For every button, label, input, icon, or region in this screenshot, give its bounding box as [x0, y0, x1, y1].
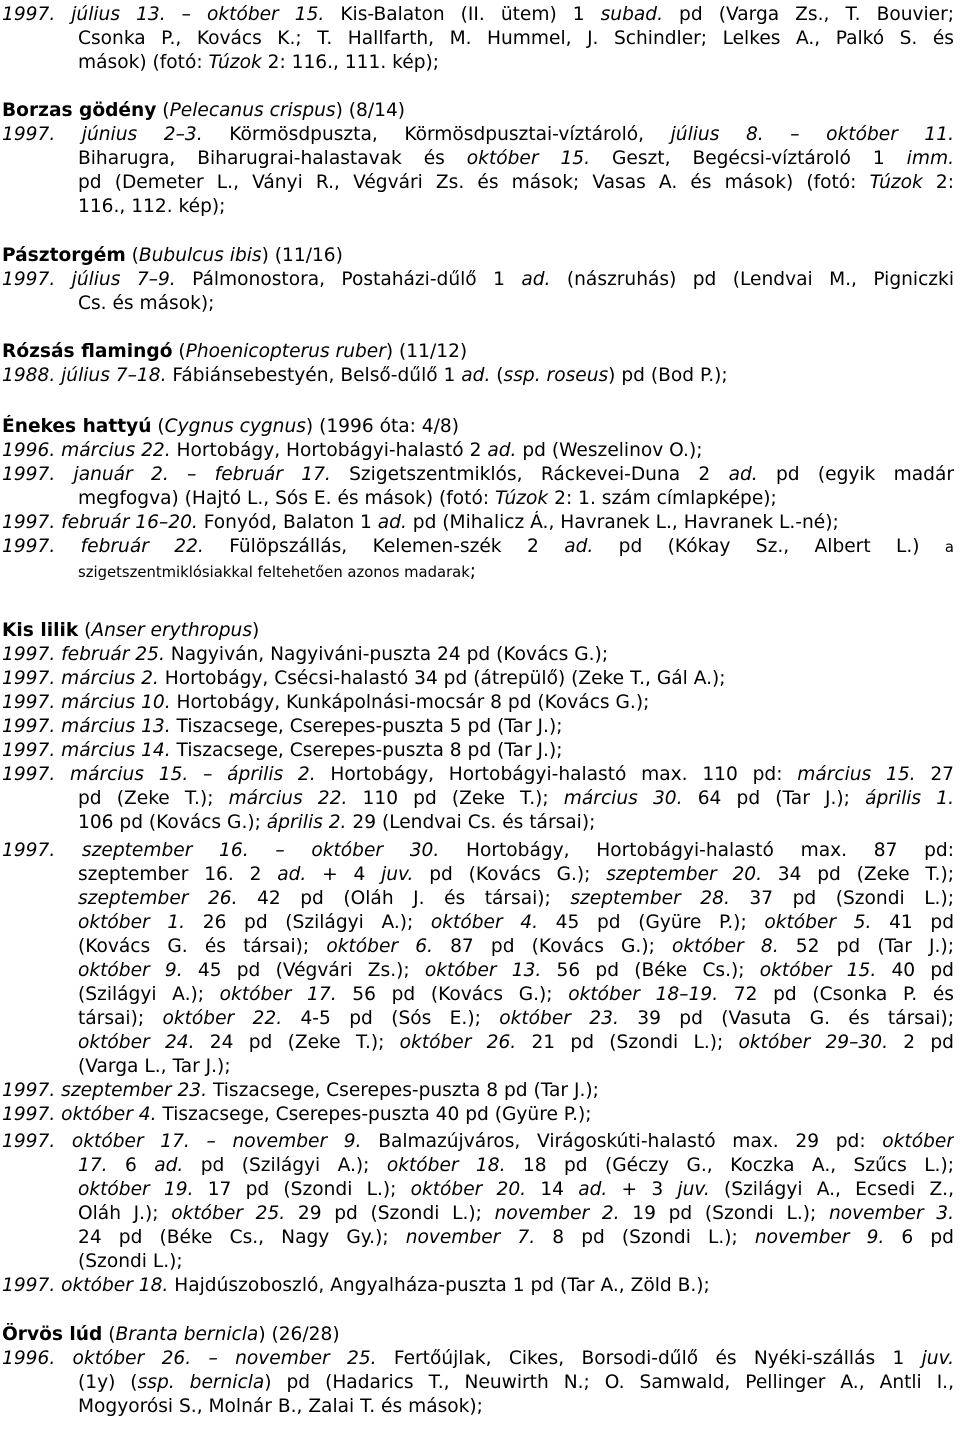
record-line: (Szondi L.);: [78, 1251, 183, 1272]
species-heading: Énekes hattyú (Cygnus cygnus) (1996 óta: 4/8): [2, 416, 459, 437]
record-line: szigetszentmiklósiakkal feltehetően azonos madarak;: [78, 561, 477, 582]
record-line: 1997. március 15. – április 2. Hortobágy, Hortobágyi-halastó max. 110 pd: március 15. 27: [2, 764, 954, 785]
record-line: Csonka P., Kovács K.; T. Hallfarth, M. Hummel, J. Schindler; Lelkes A., Palkó S. és: [78, 28, 954, 49]
record-line: október 9. 45 pd (Végvári Zs.); október 13. 56 pd (Béke Cs.); október 15. 40 pd: [78, 960, 954, 981]
species-heading: Rózsás flamingó (Phoenicopterus ruber) (11/12): [2, 341, 468, 362]
record-line: 1988. július 7–18. Fábiánsebestyén, Belső-dűlő 1 ad. (ssp. roseus) pd (Bod P.);: [2, 365, 728, 386]
record-line: 1996. március 22. Hortobágy, Hortobágyi-halastó 2 ad. pd (Weszelinov O.);: [2, 440, 703, 461]
record-line: Mogyorósi S., Molnár B., Zalai T. és mások);: [78, 1396, 483, 1417]
record-line: (1y) (ssp. bernicla) pd (Hadarics T., Neuwirth N.; O. Samwald, Pellinger A., Antli I.,: [78, 1372, 954, 1393]
record-line: 1997. július 13. – október 15. Kis-Balaton (II. ütem) 1 subad. pd (Varga Zs., T. Bouvier;: [2, 4, 954, 25]
record-line: 1997. július 7–9. Pálmonostora, Postaházi-dűlő 1 ad. (nászruhás) pd (Lendvai M., Pigniczki: [2, 269, 954, 290]
record-line: 1997. március 13. Tiszacsege, Cserepes-puszta 5 pd (Tar J.);: [2, 716, 563, 737]
record-line: szeptember 26. 42 pd (Oláh J. és társai); szeptember 28. 37 pd (Szondi L.);: [78, 888, 954, 909]
record-line: 1997. március 14. Tiszacsege, Cserepes-puszta 8 pd (Tar J.);: [2, 740, 563, 761]
record-line: 1997. október 17. – november 9. Balmazújváros, Virágoskúti-halastó max. 29 pd: október: [2, 1131, 954, 1152]
record-line: pd (Zeke T.); március 22. 110 pd (Zeke T.); március 30. 64 pd (Tar J.); április 1.: [78, 788, 954, 809]
record-line: 1997. június 2–3. Körmösdpuszta, Körmösdpusztai-víztároló, július 8. – október 11.: [2, 124, 954, 145]
record-line: 1997. február 16–20. Fonyód, Balaton 1 ad. pd (Mihalicz Á., Havranek L., Havranek L.-né);: [2, 512, 839, 533]
record-line: 24 pd (Béke Cs., Nagy Gy.); november 7. 8 pd (Szondi L.); november 9. 6 pd: [78, 1227, 954, 1248]
record-line: mások) (fotó: Túzok 2: 116., 111. kép);: [78, 52, 440, 73]
record-line: 1997. január 2. – február 17. Szigetszentmiklós, Ráckevei-Duna 2 ad. pd (egyik madár: [2, 464, 954, 485]
record-line: szeptember 16. 2 ad. + 4 juv. pd (Kovács G.); szeptember 20. 34 pd (Zeke T.);: [78, 864, 954, 885]
record-line: megfogva) (Hajtó L., Sós E. és mások) (fotó: Túzok 2: 1. szám címlapképe);: [78, 488, 777, 509]
record-line: 1997. február 25. Nagyiván, Nagyiváni-puszta 24 pd (Kovács G.);: [2, 644, 609, 665]
record-line: október 24. 24 pd (Zeke T.); október 26. 21 pd (Szondi L.); október 29–30. 2 pd: [78, 1032, 954, 1053]
record-line: 1997. október 4. Tiszacsege, Cserepes-puszta 40 pd (Gyüre P.);: [2, 1104, 592, 1125]
species-heading: Borzas gödény (Pelecanus crispus) (8/14): [2, 100, 406, 121]
record-line: október 19. 17 pd (Szondi L.); október 20. 14 ad. + 3 juv. (Szilágyi A., Ecsedi Z.,: [78, 1179, 954, 1200]
record-line: 116., 112. kép);: [78, 196, 226, 217]
record-line: Biharugra, Biharugrai-halastavak és október 15. Geszt, Begécsi-víztároló 1 imm.: [78, 148, 954, 169]
record-line: (Varga L., Tar J.);: [78, 1056, 231, 1077]
record-line: Oláh J.); október 25. 29 pd (Szondi L.); november 2. 19 pd (Szondi L.); november 3.: [78, 1203, 954, 1224]
record-line: 1996. október 26. – november 25. Fertőújlak, Cikes, Borsodi-dűlő és Nyéki-szállás 1 juv.: [2, 1348, 954, 1369]
record-line: (Kovács G. és társai); október 6. 87 pd (Kovács G.); október 8. 52 pd (Tar J.);: [78, 936, 954, 957]
record-line: 1997. október 18. Hajdúszoboszló, Angyalháza-puszta 1 pd (Tar A., Zöld B.);: [2, 1275, 710, 1296]
species-heading: Kis lilik (Anser erythropus): [2, 620, 260, 641]
record-line: Cs. és mások);: [78, 293, 215, 314]
record-line: (Szilágyi A.); október 17. 56 pd (Kovács G.); október 18–19. 72 pd (Csonka P. és: [78, 984, 954, 1005]
record-line: 106 pd (Kovács G.); április 2. 29 (Lendvai Cs. és társai);: [78, 812, 596, 833]
species-heading: Örvös lúd (Branta bernicla) (26/28): [2, 1324, 340, 1345]
record-line: pd (Demeter L., Ványi R., Végvári Zs. és mások; Vasas A. és mások) (fotó: Túzok 2:: [78, 172, 954, 193]
record-line: 1997. szeptember 23. Tiszacsege, Cserepes-puszta 8 pd (Tar J.);: [2, 1080, 599, 1101]
record-line: 17. 6 ad. pd (Szilágyi A.); október 18. 18 pd (Géczy G., Koczka A., Szűcs L.);: [78, 1155, 954, 1176]
record-line: 1997. február 22. Fülöpszállás, Kelemen-szék 2 ad. pd (Kókay Sz., Albert L.) a: [2, 536, 954, 557]
record-line: 1997. március 2. Hortobágy, Csécsi-halastó 34 pd (átrepülő) (Zeke T., Gál A.);: [2, 668, 726, 689]
record-line: október 1. 26 pd (Szilágyi A.); október 4. 45 pd (Gyüre P.); október 5. 41 pd: [78, 912, 954, 933]
record-line: 1997. március 10. Hortobágy, Kunkápolnási-mocsár 8 pd (Kovács G.);: [2, 692, 650, 713]
record-line: társai); október 22. 4-5 pd (Sós E.); október 23. 39 pd (Vasuta G. és társai);: [78, 1008, 954, 1029]
record-line: 1997. szeptember 16. – október 30. Hortobágy, Hortobágyi-halastó max. 87 pd:: [2, 840, 954, 861]
species-heading: Pásztorgém (Bubulcus ibis) (11/16): [2, 245, 343, 266]
